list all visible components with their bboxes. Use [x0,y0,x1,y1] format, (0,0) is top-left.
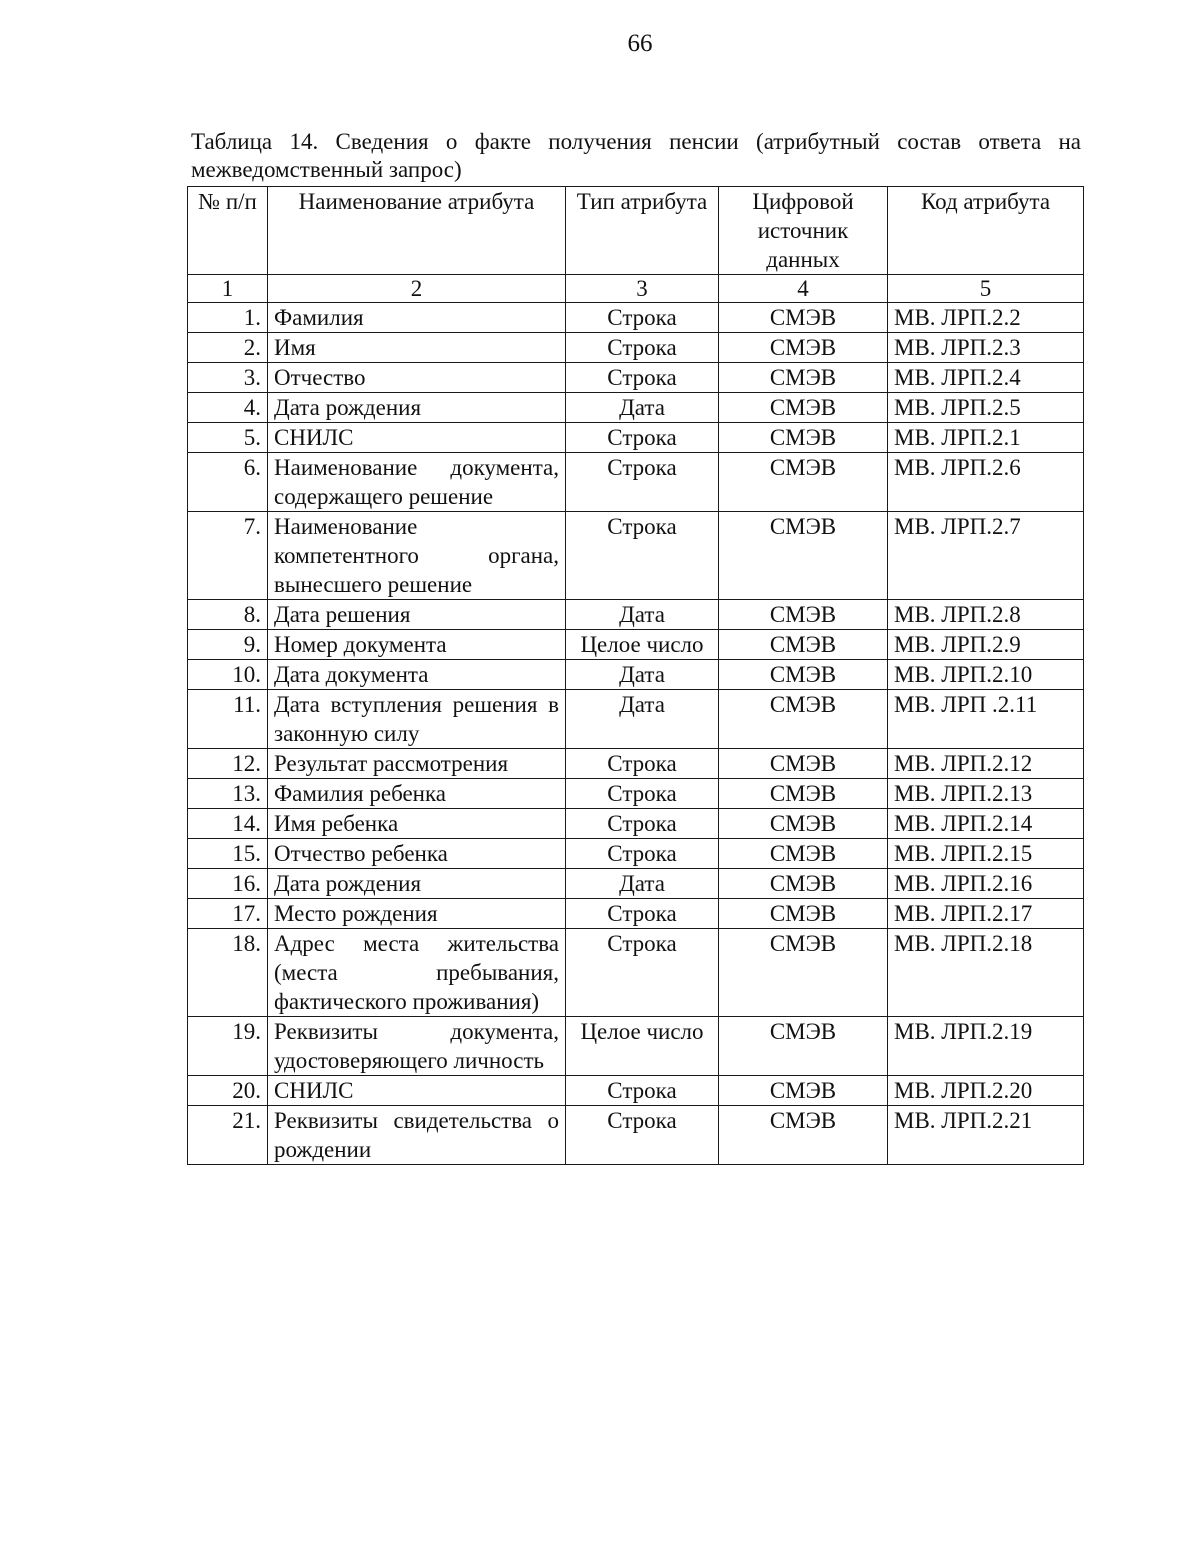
table-row [188,363,1084,393]
row-number: 14. [188,809,268,839]
attribute-type: Строка [566,512,719,600]
attribute-name: Реквизиты документа, удостоверяющего личность [268,1017,566,1076]
header-attribute-type: Тип атрибута [566,187,719,275]
attribute-name: Отчество [268,363,566,393]
attribute-name: Дата рождения [268,869,566,899]
column-number: 2 [268,275,566,303]
data-source: СМЭВ [719,809,888,839]
attribute-code: МВ. ЛРП.2.12 [888,749,1084,779]
data-source: СМЭВ [719,393,888,423]
attribute-name: Дата вступления решения в законную силу [268,690,566,749]
table-row [188,423,1084,453]
attribute-type: Строка [566,839,719,869]
header-attribute-name: Наименование атрибута [268,187,566,275]
attribute-type: Строка [566,749,719,779]
attribute-code: МВ. ЛРП.2.4 [888,363,1084,393]
row-number: 17. [188,899,268,929]
column-number: 3 [566,275,719,303]
attribute-type: Строка [566,929,719,1017]
table-row [188,303,1084,333]
attribute-code: МВ. ЛРП.2.9 [888,630,1084,660]
data-source: СМЭВ [719,512,888,600]
data-source: СМЭВ [719,690,888,749]
row-number: 3. [188,363,268,393]
attribute-code: МВ. ЛРП.2.5 [888,393,1084,423]
table-row [188,779,1084,809]
column-number-row [188,275,1084,303]
row-number: 12. [188,749,268,779]
row-number: 7. [188,512,268,600]
attribute-code: МВ. ЛРП.2.1 [888,423,1084,453]
attribute-name: СНИЛС [268,423,566,453]
attribute-code: МВ. ЛРП.2.14 [888,809,1084,839]
table-row [188,1076,1084,1106]
attribute-type: Строка [566,779,719,809]
data-source: СМЭВ [719,453,888,512]
header-number: № п/п [188,187,268,275]
attribute-code: МВ. ЛРП.2.19 [888,1017,1084,1076]
attribute-name: Имя [268,333,566,363]
attribute-name: Реквизиты свидетельства о рождении [268,1106,566,1165]
row-number: 2. [188,333,268,363]
attribute-code: МВ. ЛРП.2.6 [888,453,1084,512]
table-row [188,899,1084,929]
data-source: СМЭВ [719,869,888,899]
data-source: СМЭВ [719,660,888,690]
attribute-code: МВ. ЛРП.2.10 [888,660,1084,690]
attribute-name: Результат рассмотрения [268,749,566,779]
data-source: СМЭВ [719,929,888,1017]
row-number: 5. [188,423,268,453]
data-source: СМЭВ [719,1017,888,1076]
attribute-code: МВ. ЛРП.2.8 [888,600,1084,630]
data-source: СМЭВ [719,303,888,333]
attribute-table [187,186,1084,1165]
row-number: 18. [188,929,268,1017]
attribute-type: Целое число [566,630,719,660]
attribute-name: Дата документа [268,660,566,690]
data-source: СМЭВ [719,839,888,869]
table-caption: Таблица 14. Сведения о факте получения пенсии (атрибутный состав ответа на межведомственный запрос) [191,129,1081,182]
row-number: 1. [188,303,268,333]
attribute-type: Строка [566,899,719,929]
attribute-name: Наименование компетентного органа, вынесшего решение [268,512,566,600]
data-source: СМЭВ [719,899,888,929]
table-row [188,839,1084,869]
table-row [188,690,1084,749]
row-number: 20. [188,1076,268,1106]
table-row [188,660,1084,690]
row-number: 6. [188,453,268,512]
attribute-name: Место рождения [268,899,566,929]
table-row [188,869,1084,899]
attribute-name: Номер документа [268,630,566,660]
data-source: СМЭВ [719,333,888,363]
row-number: 16. [188,869,268,899]
data-source: СМЭВ [719,363,888,393]
data-source: СМЭВ [719,423,888,453]
column-number: 1 [188,275,268,303]
attribute-type: Дата [566,660,719,690]
row-number: 4. [188,393,268,423]
row-number: 13. [188,779,268,809]
table-row [188,453,1084,512]
attribute-code: МВ. ЛРП.2.21 [888,1106,1084,1165]
attribute-code: МВ. ЛРП.2.18 [888,929,1084,1017]
table-row [188,512,1084,600]
table-row [188,333,1084,363]
attribute-name: Наименование документа, содержащего решение [268,453,566,512]
table-row [188,809,1084,839]
table-header-row [188,187,1084,275]
attribute-type: Строка [566,1076,719,1106]
attribute-code: МВ. ЛРП.2.7 [888,512,1084,600]
data-source: СМЭВ [719,1106,888,1165]
row-number: 8. [188,600,268,630]
data-source: СМЭВ [719,779,888,809]
attribute-name: Имя ребенка [268,809,566,839]
table-row [188,929,1084,1017]
attribute-name: Фамилия ребенка [268,779,566,809]
attribute-type: Строка [566,363,719,393]
row-number: 11. [188,690,268,749]
row-number: 10. [188,660,268,690]
attribute-code: МВ. ЛРП.2.15 [888,839,1084,869]
attribute-code: МВ. ЛРП.2.3 [888,333,1084,363]
table-body [188,303,1084,1165]
attribute-type: Строка [566,423,719,453]
attribute-type: Целое число [566,1017,719,1076]
data-source: СМЭВ [719,630,888,660]
attribute-type: Дата [566,690,719,749]
header-attribute-code: Код атрибута [888,187,1084,275]
attribute-type: Строка [566,1106,719,1165]
attribute-name: Дата решения [268,600,566,630]
attribute-code: МВ. ЛРП .2.11 [888,690,1084,749]
data-source: СМЭВ [719,749,888,779]
attribute-name: Адрес места жительства (места пребывания, фактического проживания) [268,929,566,1017]
row-number: 15. [188,839,268,869]
header-data-source: Цифровой источник данных [719,187,888,275]
row-number: 9. [188,630,268,660]
table-row [188,1017,1084,1076]
table-row [188,749,1084,779]
attribute-code: МВ. ЛРП.2.20 [888,1076,1084,1106]
attribute-type: Дата [566,393,719,423]
table-row [188,600,1084,630]
row-number: 21. [188,1106,268,1165]
attribute-type: Строка [566,809,719,839]
attribute-type: Дата [566,869,719,899]
attribute-type: Дата [566,600,719,630]
column-number: 5 [888,275,1084,303]
attribute-code: МВ. ЛРП.2.16 [888,869,1084,899]
attribute-code: МВ. ЛРП.2.13 [888,779,1084,809]
table-row [188,630,1084,660]
table-row [188,1106,1084,1165]
attribute-name: СНИЛС [268,1076,566,1106]
attribute-name: Отчество ребенка [268,839,566,869]
attribute-type: Строка [566,303,719,333]
attribute-name: Дата рождения [268,393,566,423]
attribute-code: МВ. ЛРП.2.2 [888,303,1084,333]
attribute-type: Строка [566,453,719,512]
table-row [188,393,1084,423]
data-source: СМЭВ [719,600,888,630]
column-number: 4 [719,275,888,303]
attribute-code: МВ. ЛРП.2.17 [888,899,1084,929]
attribute-name: Фамилия [268,303,566,333]
row-number: 19. [188,1017,268,1076]
data-source: СМЭВ [719,1076,888,1106]
page-number: 66 [627,30,653,57]
attribute-type: Строка [566,333,719,363]
